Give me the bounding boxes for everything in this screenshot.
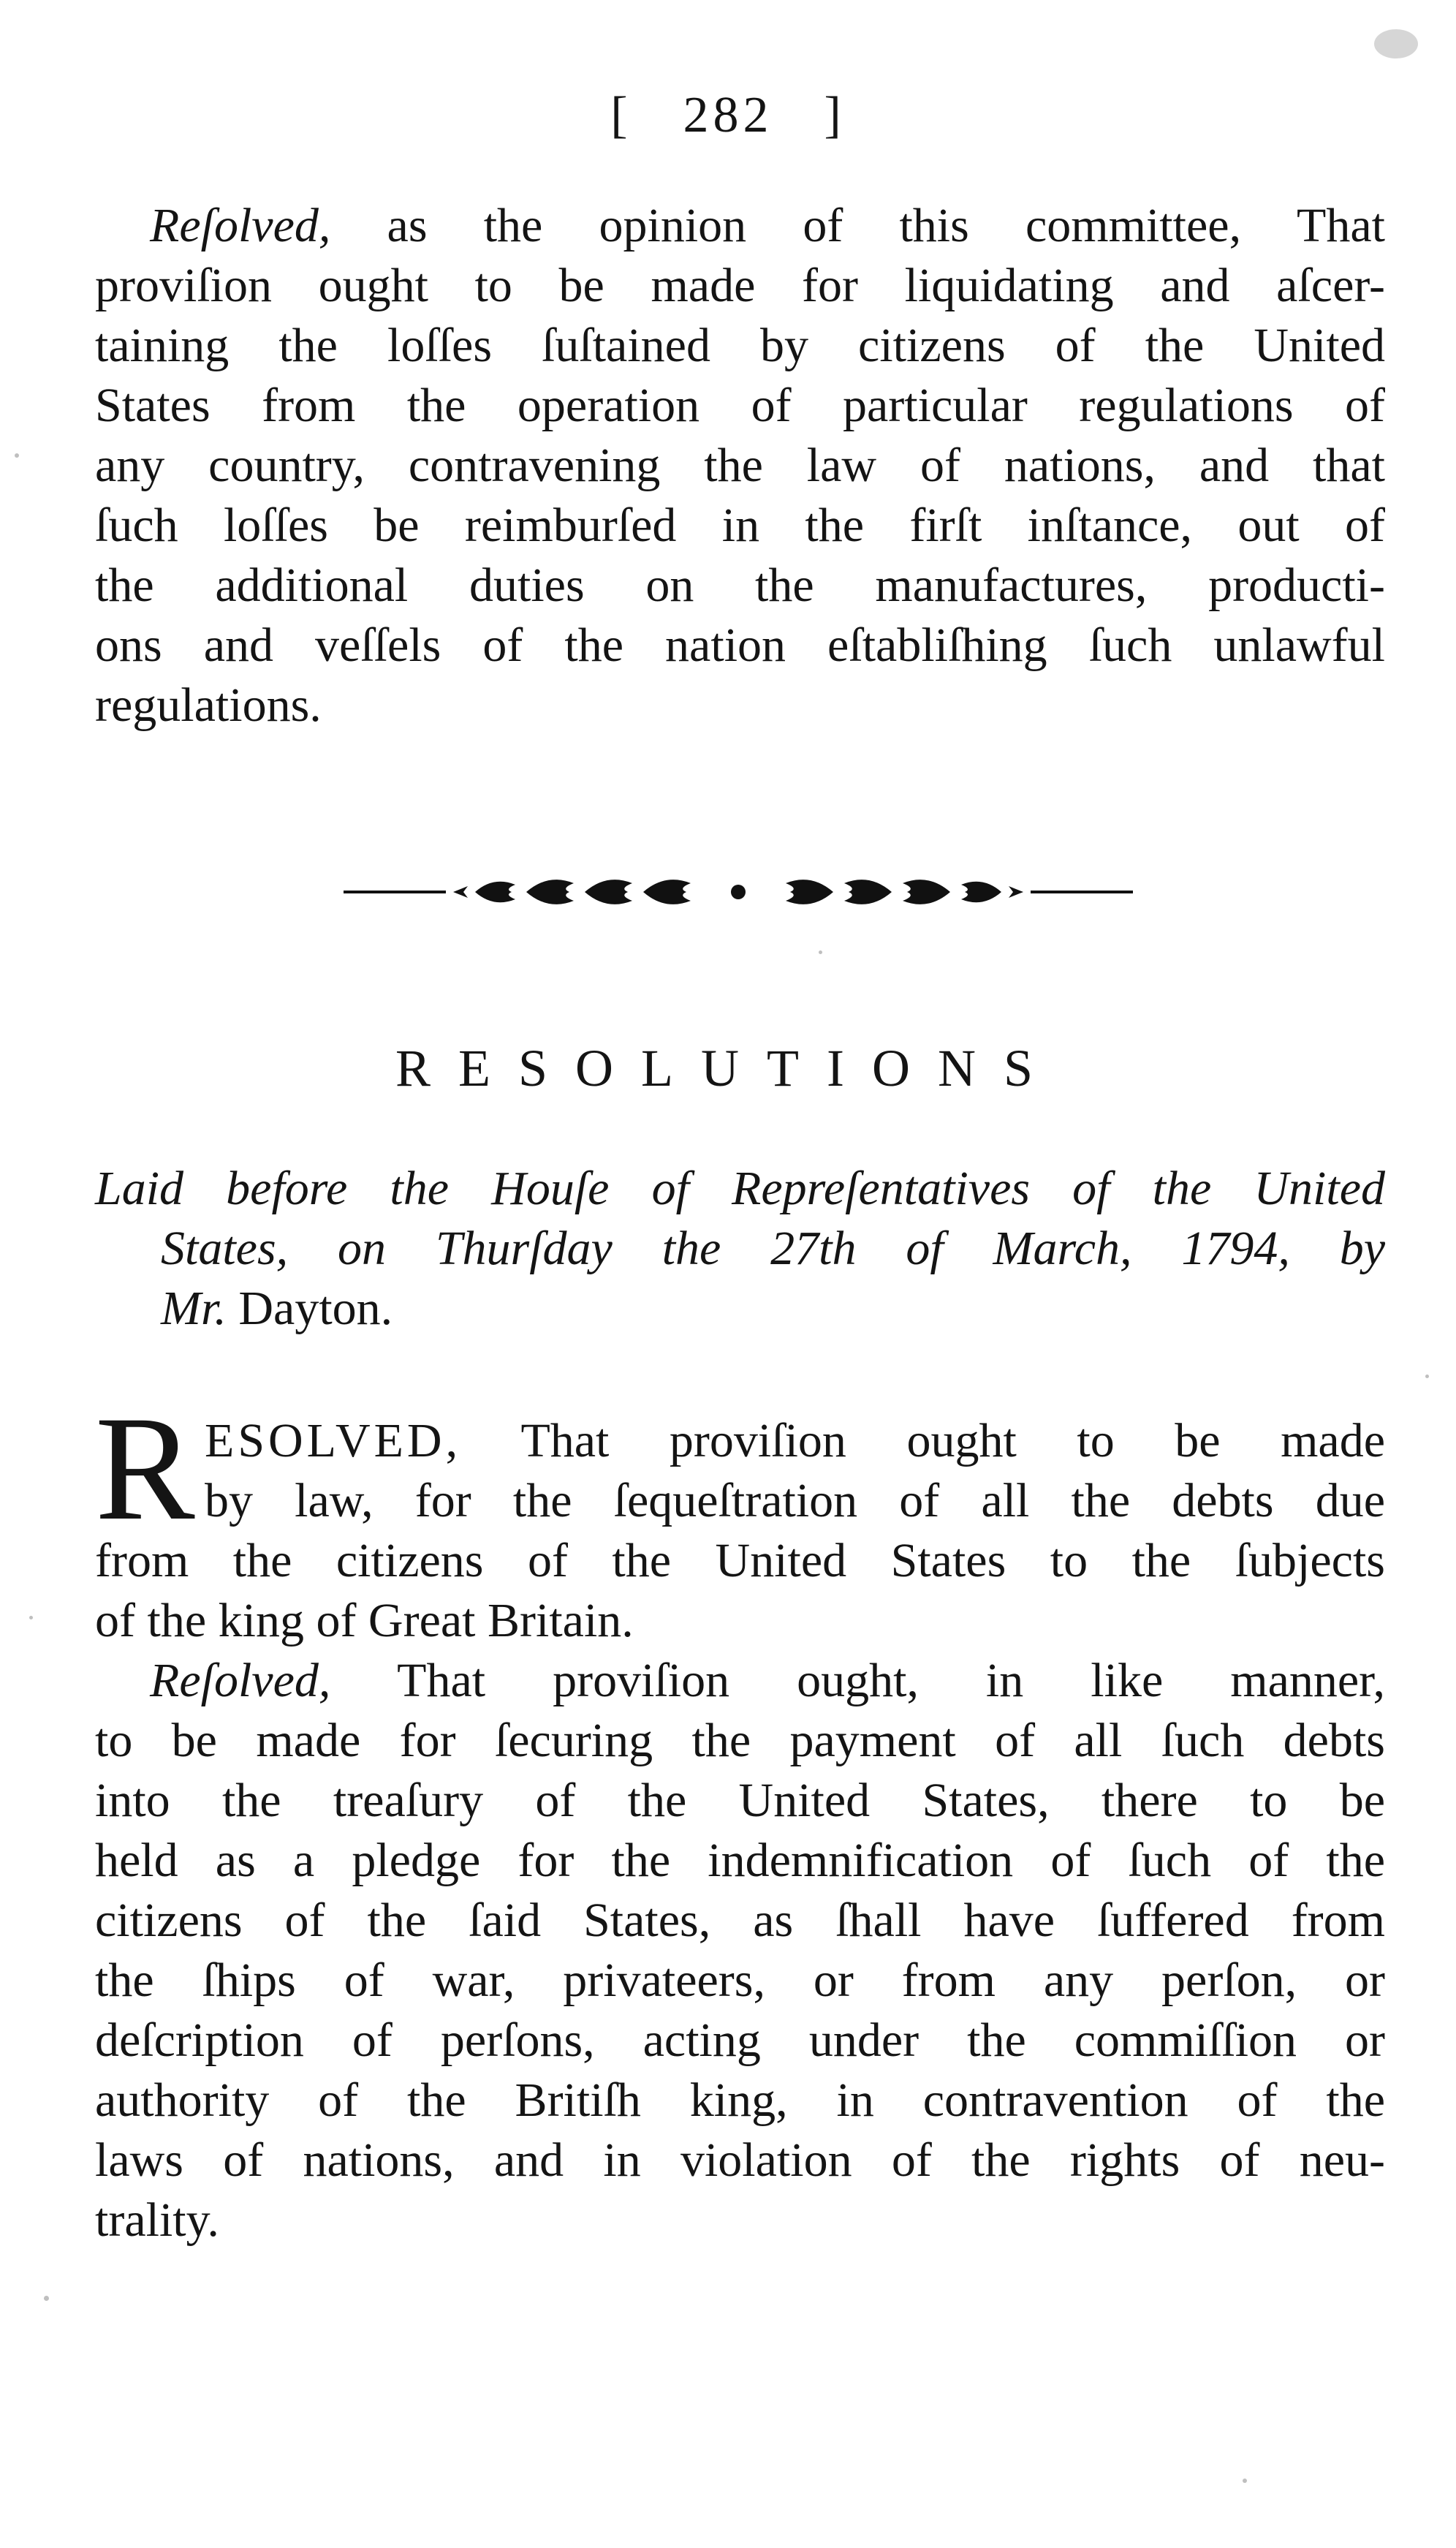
text-line: [95, 1411, 1385, 1471]
text-line: from the citizens of the United States to the ſubjects: [95, 1534, 1385, 1587]
subtitle-mr: Mr.: [161, 1282, 227, 1335]
text-run: as the opinion of this committee, That: [330, 199, 1385, 252]
text-line: proviſion ought to be made for liquidating and aſcer-: [95, 259, 1385, 312]
text-line: held as a pledge for the indemnification of ſuch of the: [95, 1834, 1385, 1887]
subtitle-line: Laid before the Houſe of Repreſentatives of the United: [95, 1162, 1385, 1215]
text-line: regulations.: [95, 678, 322, 732]
resolved-caps: ESOLVED,: [205, 1414, 462, 1467]
text-line: the ſhips of war, privateers, or from any perſon, or: [95, 1954, 1385, 2007]
subtitle-name: Dayton.: [226, 1282, 393, 1335]
text-line: to be made for ſecuring the payment of all ſuch debts: [95, 1714, 1385, 1767]
page-header: [0, 86, 1456, 145]
text-line: citizens of the ſaid States, as ſhall have ſuffered from: [95, 1894, 1385, 1947]
scan-speck: [1425, 1375, 1429, 1378]
resolved-italic: Reſolved,: [150, 1654, 331, 1707]
scan-speck: [44, 2296, 49, 2301]
scan-speck: [1243, 2479, 1247, 2483]
text-line: by law, for the ſequeſtration of all the debts due: [205, 1474, 1385, 1527]
scan-speck: [1374, 29, 1418, 58]
scan-speck: [29, 1616, 33, 1619]
text-line: trality.: [95, 2193, 219, 2247]
text-line: authority of the Britiſh king, in contravention of the: [95, 2073, 1385, 2127]
section-title: RESOLUTIONS: [395, 1039, 1061, 1097]
text-line: ſuch loſſes be reimburſed in the firſt inſtance, out of: [95, 499, 1385, 552]
subtitle-line: [95, 1279, 1385, 1339]
text-line: ons and veſſels of the nation eſtabliſhing ſuch unlawful: [95, 619, 1385, 672]
text-run: That proviſion ought to be made: [461, 1414, 1385, 1467]
text-run: That proviſion ought, in like manner,: [330, 1654, 1385, 1707]
text-line: of the king of Great Britain.: [95, 1594, 634, 1647]
text-line: [95, 1651, 1385, 1711]
opening-resolution: [95, 196, 1385, 736]
scan-speck: [819, 950, 822, 954]
text-line: taining the loſſes ſuſtained by citizens of the United: [95, 319, 1385, 372]
resolved-italic: Reſolved,: [150, 199, 331, 252]
text-line: deſcription of perſons, acting under the commiſſion or: [95, 2014, 1385, 2067]
bracket-right: ]: [824, 87, 846, 143]
text-line: any country, contravening the law of nations, and that: [95, 439, 1385, 492]
section-subtitle: [95, 1159, 1385, 1339]
text-line: into the treaſury of the United States, there to be: [95, 1774, 1385, 1827]
bracket-left: [: [610, 87, 632, 143]
text-line: the additional duties on the manufactures, producti-: [95, 559, 1385, 612]
resolutions-body: [95, 1385, 1385, 2250]
drop-cap: R: [95, 1385, 195, 1551]
text-line: laws of nations, and in violation of the rights of neu-: [95, 2133, 1385, 2187]
subtitle-line: States, on Thurſday the 27th of March, 1794, by: [161, 1222, 1385, 1275]
ornament-divider: [344, 863, 1133, 921]
page-number: 282: [683, 87, 773, 143]
text-line: [95, 196, 1385, 256]
text-line: States from the operation of particular regulations of: [95, 379, 1385, 432]
scan-speck: [15, 453, 19, 458]
